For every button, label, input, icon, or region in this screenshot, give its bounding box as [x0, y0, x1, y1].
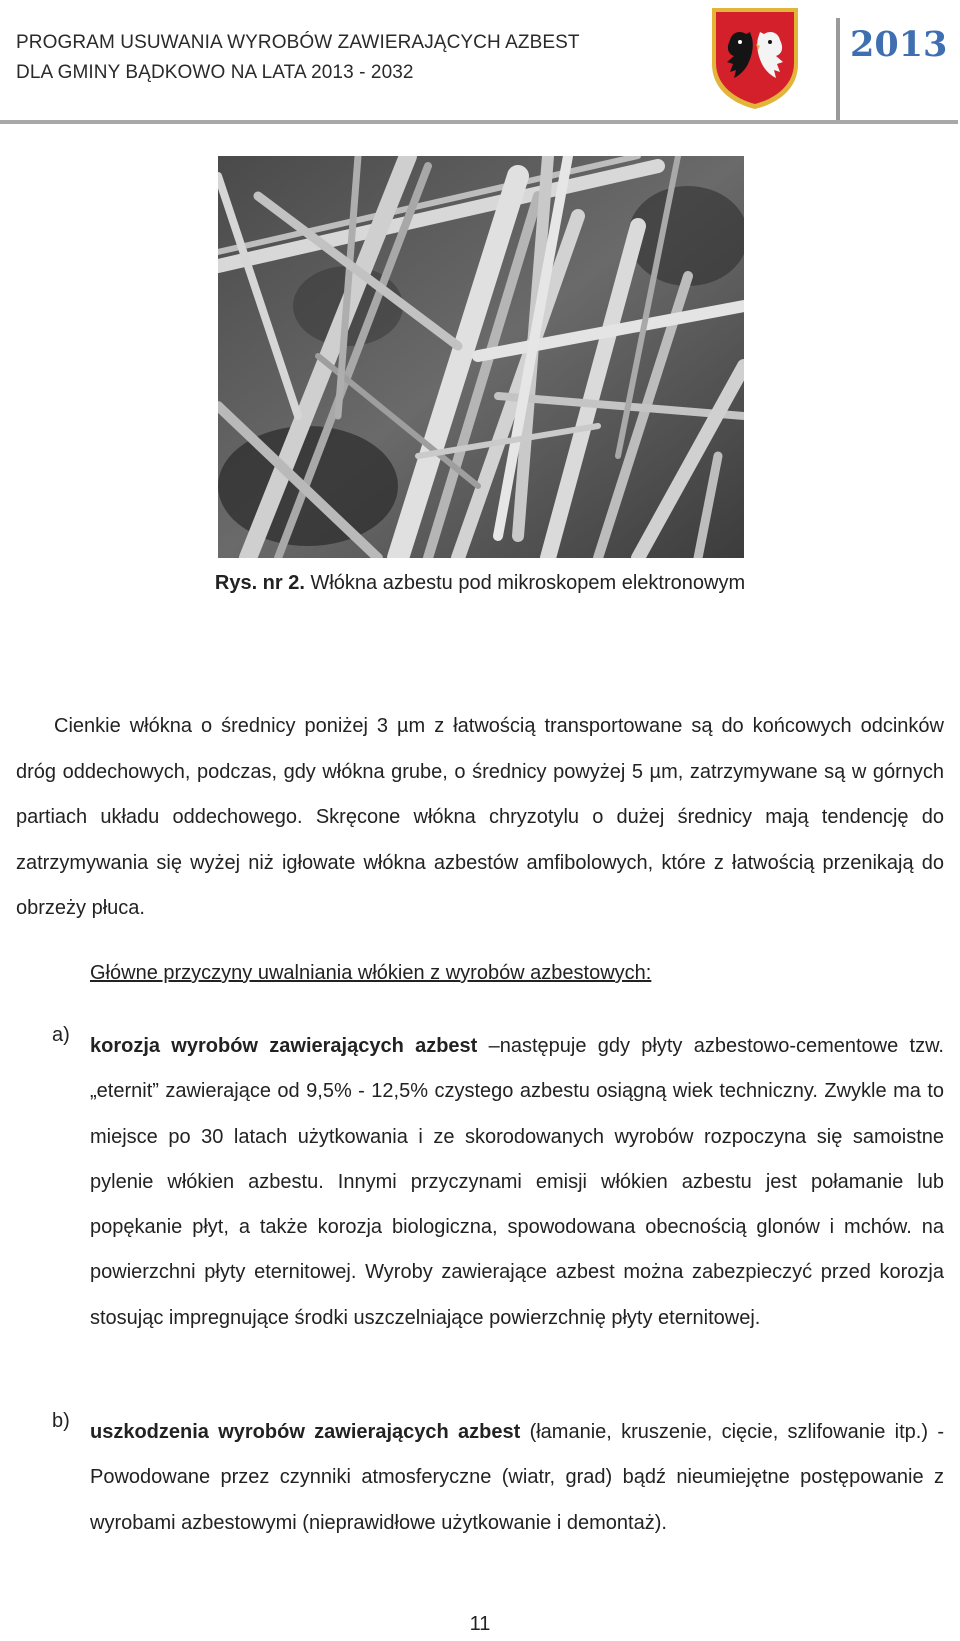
- body-paragraph-1-text: Cienkie włókna o średnicy poniżej 3 µm z łatwością transportowane są do końcowych odcinków dróg oddechowych, podczas, gdy włókna grube, o średnicy powyżej 5 µm, zatrzymywane są w górnych partiach układu oddechowego. Skręcone włókna chryzotylu o dużej średnicy mają tendencję do zatrzymywania się wyżej niż igłowate włókna azbestów amfibolowych, które z łatwością przenikają do obrzeży płuca.: [16, 715, 944, 919]
- figure-caption-text: Włókna azbestu pod mikroskopem elektronowym: [304, 572, 746, 594]
- list-item-b-label: b): [52, 1410, 70, 1432]
- document-title-line-1: PROGRAM USUWANIA WYROBÓW ZAWIERAJĄCYCH AZBEST: [16, 32, 580, 53]
- list-item-b-text: (łamanie, kruszenie, cięcie, szlifowanie itp.) - Powodowane przez czynniki atmosferyczne (wiatr, grad) bądź nieumiejętne postępowanie z wyrobami azbestowymi (nieprawidłowe użytkowanie i demontaż).: [90, 1421, 944, 1534]
- body-paragraph-1: [16, 704, 944, 932]
- document-title-line-2: DLA GMINY BĄDKOWO NA LATA 2013 - 2032: [16, 62, 414, 83]
- list-item-a: [90, 1024, 944, 1341]
- page-number: 11: [469, 1613, 491, 1635]
- asbestos-micrograph-image: [218, 156, 744, 558]
- list-item-a-label: a): [52, 1024, 70, 1046]
- document-title: [16, 28, 580, 88]
- header-divider-horizontal: [0, 120, 958, 124]
- figure-caption: [0, 572, 960, 595]
- year-label: 2013: [850, 24, 948, 65]
- coat-of-arms-icon: [710, 6, 800, 110]
- list-item-a-lead: korozja wyrobów zawierających azbest: [90, 1035, 478, 1057]
- list-item-b: [90, 1410, 944, 1546]
- list-item-a-text: –następuje gdy płyty azbestowo-cementowe tzw. „eternit” zawierające od 9,5% - 12,5% czystego azbestu osiągną wiek techniczny. Zwykle ma to miejsce po 30 latach użytkowania i ze skorodowanych wyrobów rozpoczyna się samoistne pylenie włókien azbestu. Innymi przyczynami emisji włókien azbestu jest połamanie lub popękanie płyt, a także korozja biologiczna, spowodowana obecnością glonów i mchów. na powierzchni płyty eternitowej. Wyroby zawierające azbest można zabezpieczyć przed korozja stosując impregnujące środki uszczelniające powierzchnię płyty eternitowej.: [90, 1035, 944, 1329]
- page-header: [0, 0, 960, 128]
- section-heading: Główne przyczyny uwalniania włókien z wyrobów azbestowych:: [90, 962, 652, 984]
- list-item-b-lead: uszkodzenia wyrobów zawierających azbest: [90, 1421, 521, 1443]
- figure-caption-label: Rys. nr 2.: [214, 572, 305, 594]
- header-divider-vertical: [836, 18, 840, 122]
- fiber-illustration: [218, 156, 744, 558]
